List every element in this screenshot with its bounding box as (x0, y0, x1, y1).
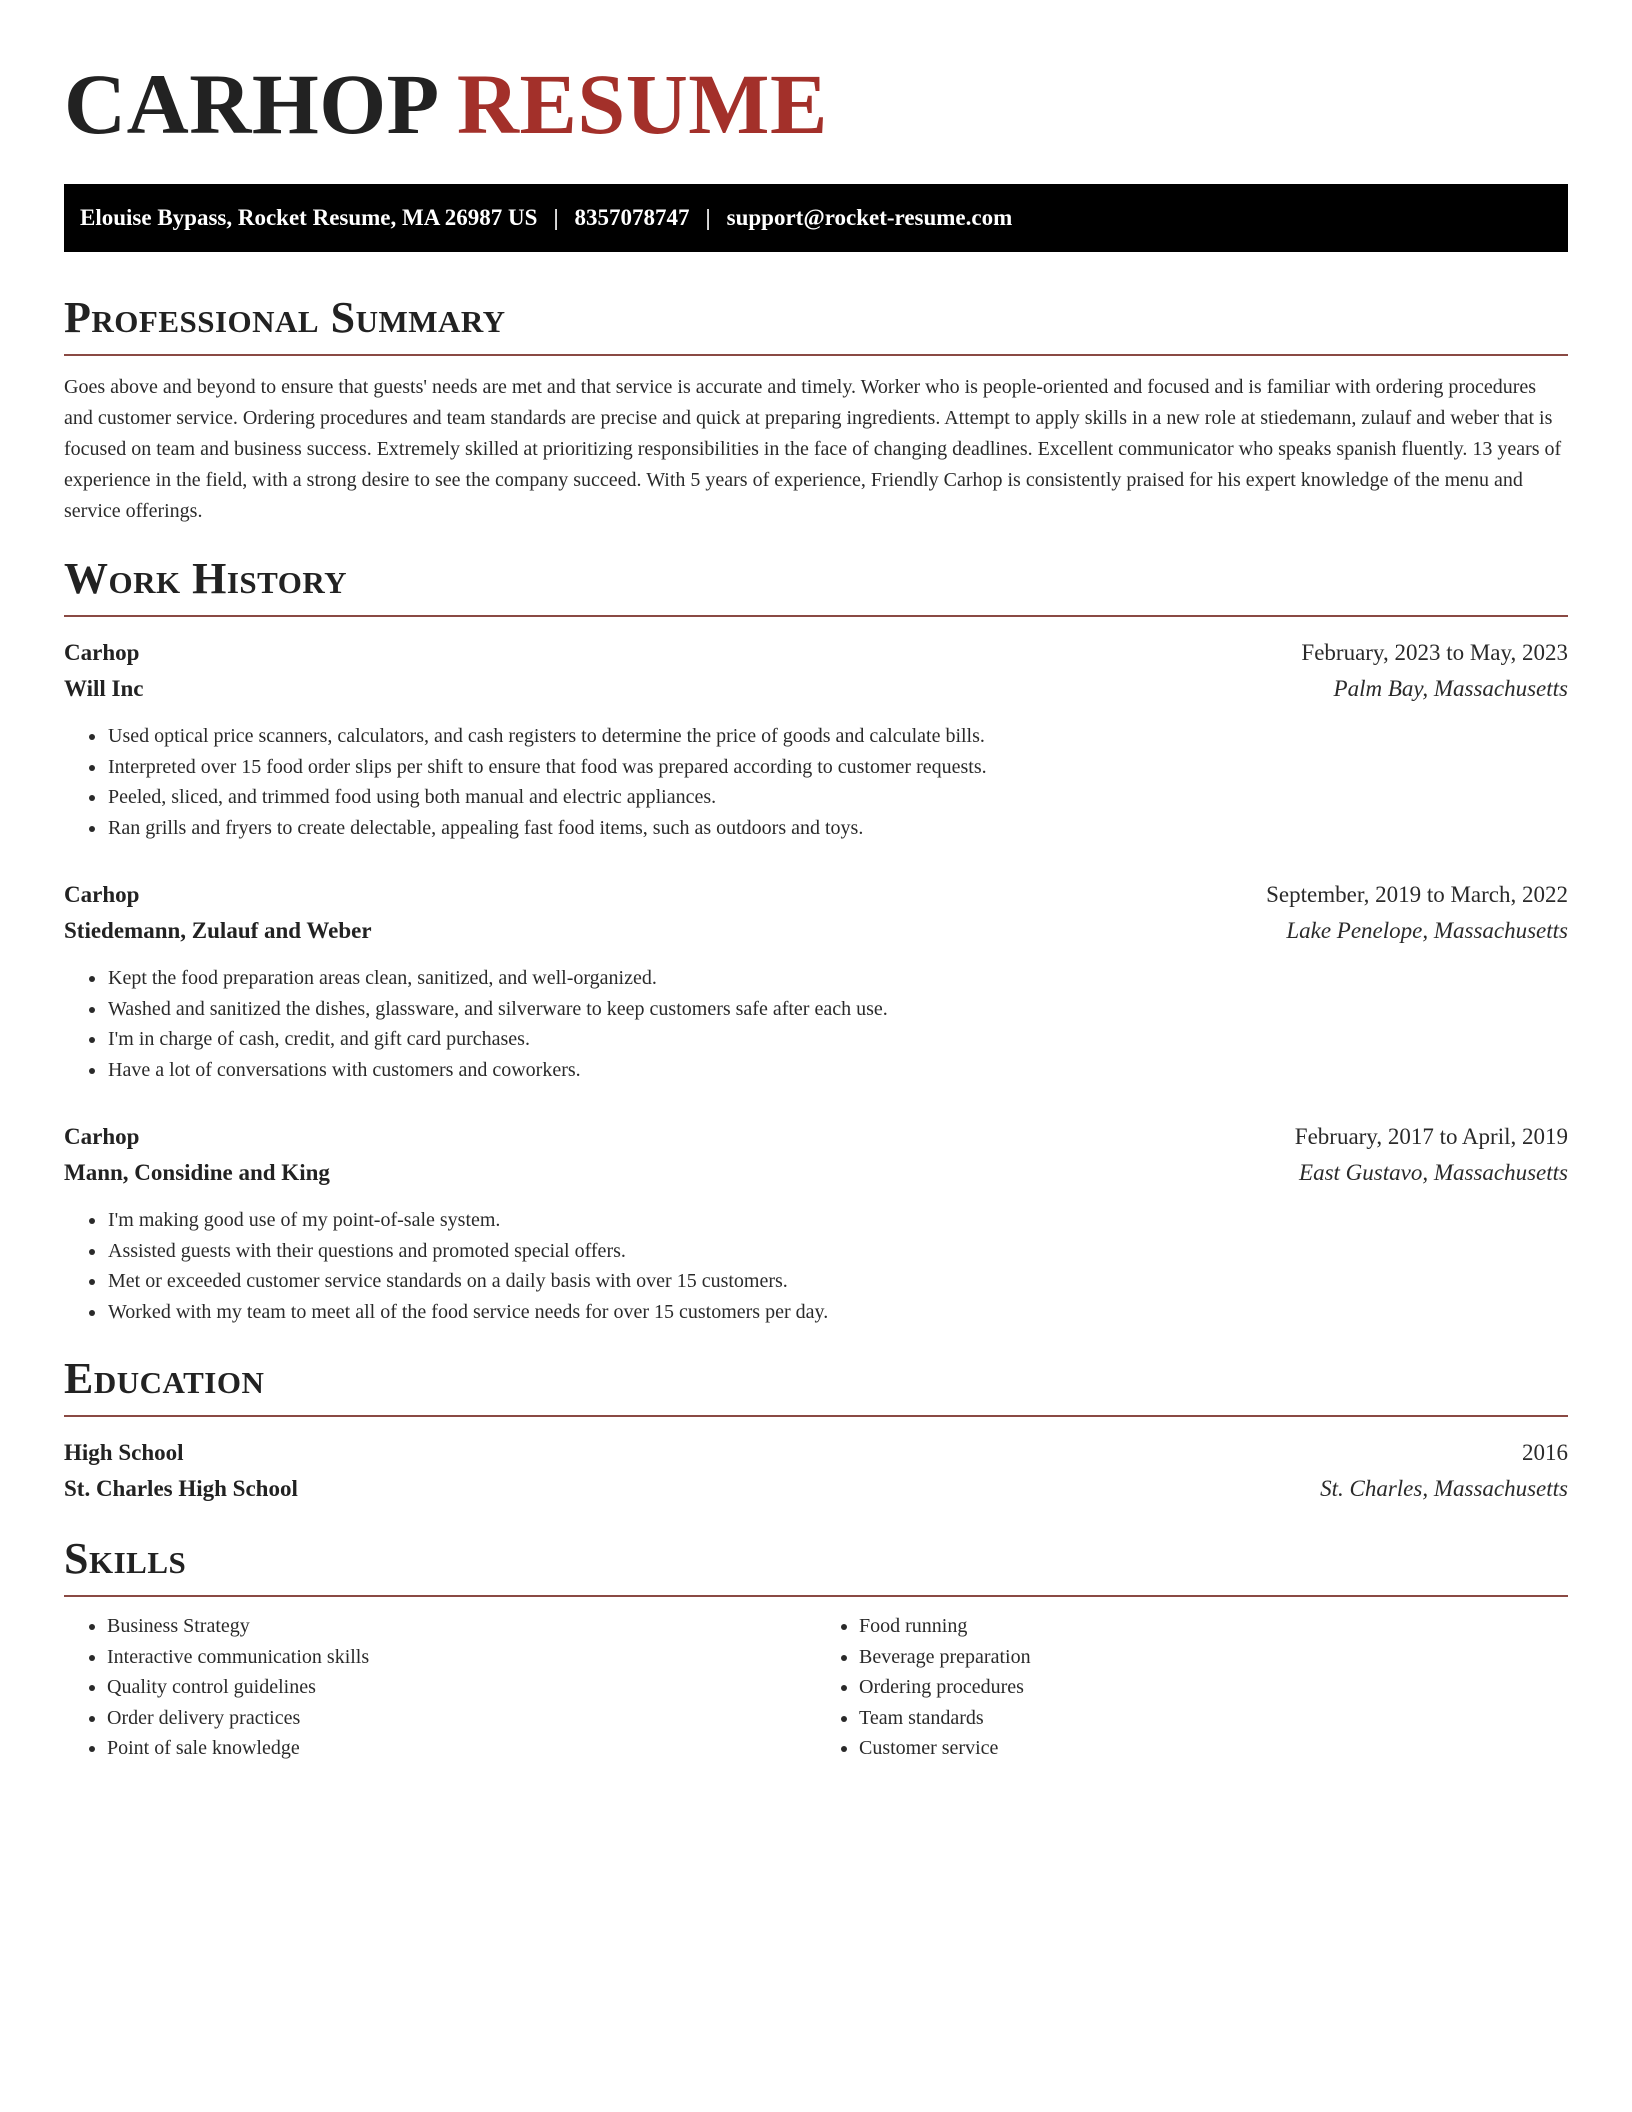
job-duty: • Met or exceeded customer service standards on a daily basis with over 15 customers. (107, 1266, 1568, 1297)
job-duty: • Peeled, sliced, and trimmed food using both manual and electric appliances. (107, 782, 1568, 813)
contact-phone: 8357078747 (574, 205, 690, 230)
job-company-row (64, 671, 1568, 707)
job-company-row (64, 1155, 1568, 1191)
job-duty: • I'm making good use of my point-of-sale system. (107, 1205, 1568, 1236)
title-word-resume: RESUME (456, 56, 828, 152)
skill-item: • Quality control guidelines (107, 1672, 816, 1703)
section-heading-summary: Professional Summary (64, 292, 1568, 356)
education-entry (64, 1435, 1568, 1507)
section-heading-skills: Skills (64, 1533, 1568, 1597)
job-duties-list (64, 1205, 1568, 1327)
job-duty: • Used optical price scanners, calculators, and cash registers to determine the price of goods and calculate bills. (107, 721, 1568, 752)
skill-item: • Beverage preparation (859, 1642, 1568, 1673)
job-title-row (64, 877, 1568, 913)
work-history-section (64, 553, 1568, 1327)
job-title-row (64, 635, 1568, 671)
education-school-row (64, 1471, 1568, 1507)
job-company-row (64, 913, 1568, 949)
skills-list-right (816, 1611, 1568, 1764)
job-dates: February, 2023 to May, 2023 (1301, 640, 1568, 665)
education-degree-row (64, 1435, 1568, 1471)
job-dates: February, 2017 to April, 2019 (1294, 1124, 1568, 1149)
skill-item: • Business Strategy (107, 1611, 816, 1642)
job-title: Carhop (64, 882, 140, 907)
section-heading-work-history: Work History (64, 553, 1568, 617)
job-entry (64, 1119, 1568, 1327)
skill-item: • Customer service (859, 1733, 1568, 1764)
job-duty: • Ran grills and fryers to create delectable, appealing fast food items, such as outdoors and toys. (107, 813, 1568, 844)
job-title-row (64, 1119, 1568, 1155)
skills-grid (64, 1611, 1568, 1764)
skill-item: • Food running (859, 1611, 1568, 1642)
job-entry (64, 635, 1568, 843)
section-heading-education: Education (64, 1353, 1568, 1417)
job-entry (64, 877, 1568, 1085)
contact-bar (64, 184, 1568, 252)
skills-list-left (64, 1611, 816, 1764)
skill-item: • Point of sale knowledge (107, 1733, 816, 1764)
contact-address: Elouise Bypass, Rocket Resume, MA 26987 US (80, 205, 538, 230)
contact-separator: | (705, 205, 711, 230)
title-word-carhop: CARHOP (64, 56, 435, 152)
summary-text: Goes above and beyond to ensure that guests' needs are met and that service is accurate and timely. Worker who is people-oriented and focused and is familiar with ordering procedures and customer service. Ordering procedures and team standards are precise and quick at preparing ingredients. Attempt to apply skills in a new role at stiedemann, zulauf and weber that is focused on team and business success. Extremely skilled at prioritizing responsibilities in the face of changing deadlines. Excellent communicator who speaks spanish fluently. 13 years of experience in the field, with a strong desire to see the company succeed. With 5 years of experience, Friendly Carhop is consistently praised for his expert knowledge of the menu and service offerings. (64, 376, 1562, 522)
job-location: Lake Penelope, Massachusetts (1286, 918, 1568, 943)
contact-email: support@rocket-resume.com (726, 205, 1013, 230)
job-duty: • Worked with my team to meet all of the food service needs for over 15 customers per day. (107, 1297, 1568, 1328)
job-title: Carhop (64, 640, 140, 665)
job-duty: • Interpreted over 15 food order slips per shift to ensure that food was prepared according to customer requests. (107, 752, 1568, 783)
job-duty: • Kept the food preparation areas clean, sanitized, and well-organized. (107, 963, 1568, 994)
skill-item: • Ordering procedures (859, 1672, 1568, 1703)
job-company: Mann, Considine and King (64, 1160, 330, 1185)
professional-summary-section (64, 292, 1568, 527)
job-company: Stiedemann, Zulauf and Weber (64, 918, 372, 943)
job-company: Will Inc (64, 676, 144, 701)
education-degree: High School (64, 1440, 184, 1465)
education-section (64, 1353, 1568, 1507)
skills-section (64, 1533, 1568, 1764)
skill-item: • Order delivery practices (107, 1703, 816, 1734)
skill-item: • Team standards (859, 1703, 1568, 1734)
contact-separator: | (553, 205, 559, 230)
education-location: St. Charles, Massachusetts (1320, 1476, 1568, 1501)
job-location: East Gustavo, Massachusetts (1299, 1160, 1568, 1185)
job-location: Palm Bay, Massachusetts (1333, 676, 1568, 701)
job-dates: September, 2019 to March, 2022 (1266, 882, 1568, 907)
job-duty: • I'm in charge of cash, credit, and gift card purchases. (107, 1024, 1568, 1055)
job-duty: • Assisted guests with their questions and promoted special offers. (107, 1236, 1568, 1267)
job-duty: • Washed and sanitized the dishes, glassware, and silverware to keep customers safe after each use. (107, 994, 1568, 1025)
skill-item: • Interactive communication skills (107, 1642, 816, 1673)
job-title: Carhop (64, 1124, 140, 1149)
education-school: St. Charles High School (64, 1476, 298, 1501)
resume-title (64, 56, 1568, 152)
education-year: 2016 (1522, 1440, 1568, 1465)
job-duties-list (64, 963, 1568, 1085)
job-duty: • Have a lot of conversations with customers and coworkers. (107, 1055, 1568, 1086)
job-duties-list (64, 721, 1568, 843)
